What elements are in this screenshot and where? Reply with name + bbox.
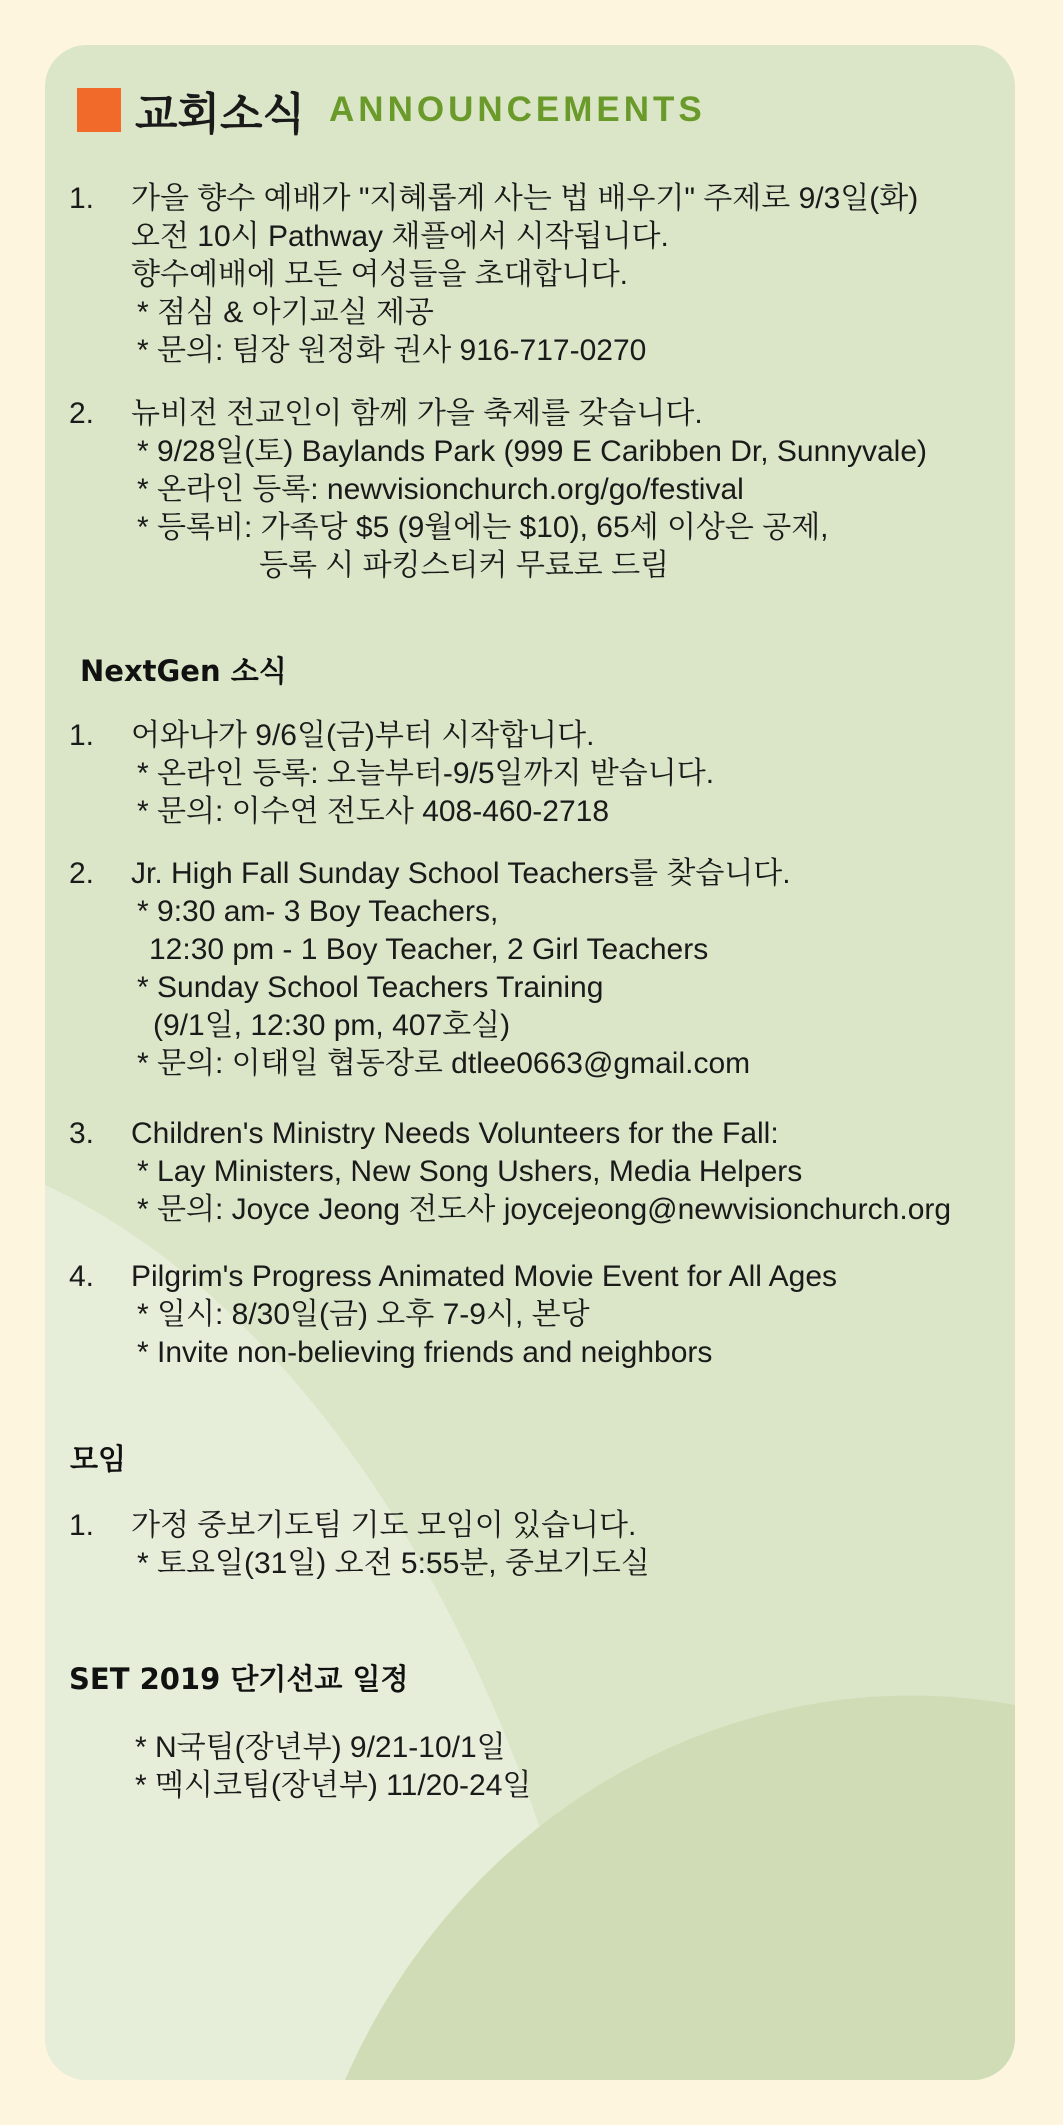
item-line: * Invite non-believing friends and neighbors — [137, 1336, 713, 1369]
item-line: * 문의: 팀장 원정화 권사 916-717-0270 — [137, 334, 647, 367]
announcement-item-2 — [69, 395, 927, 585]
item-line: 어와나가 9/6일(금)부터 시작합니다. — [131, 719, 595, 752]
item-line: * 등록비: 가족당 $5 (9월에는 $10), 65세 이상은 공제, — [137, 511, 829, 544]
item-line: * 문의: 이태일 협동장로 dtlee0663@gmail.com — [137, 1047, 751, 1080]
item-number: 1. — [69, 182, 95, 215]
item-line: * 문의: 이수연 전도사 408-460-2718 — [137, 795, 610, 828]
item-number: 2. — [69, 857, 95, 890]
header — [77, 75, 706, 145]
item-line: * 일시: 8/30일(금) 오후 7-9시, 본당 — [137, 1298, 590, 1331]
item-number: 1. — [69, 719, 95, 752]
item-line: * 토요일(31일) 오전 5:55분, 중보기도실 — [137, 1547, 650, 1580]
item-line: * Sunday School Teachers Training — [137, 971, 604, 1004]
nextgen-section-title: NextGen 소식 — [80, 654, 287, 688]
accent-square-icon — [77, 88, 121, 132]
nextgen-item-2 — [69, 855, 791, 1083]
item-line: (9/1일, 12:30 pm, 407호실) — [153, 1009, 511, 1042]
item-line: 가을 향수 예배가 "지혜롭게 사는 법 배우기" 주제로 9/3일(화) — [131, 182, 919, 215]
item-line: Pilgrim's Progress Animated Movie Event for All Ages — [131, 1260, 838, 1293]
gathering-section-title: 모임 — [70, 1442, 127, 1476]
item-line: Jr. High Fall Sunday School Teachers를 찾습니다. — [131, 857, 791, 890]
item-line: * 9/28일(토) Baylands Park (999 E Caribben Dr, Sunnyvale) — [137, 435, 928, 468]
set2019-section-title: SET 2019 단기선교 일정 — [69, 1662, 409, 1696]
item-line: 오전 10시 Pathway 채플에서 시작됩니다. — [131, 220, 669, 253]
nextgen-item-4 — [69, 1258, 837, 1372]
item-line: * 문의: Joyce Jeong 전도사 joycejeong@newvisionchurch.org — [137, 1193, 952, 1226]
announcement-item-1 — [69, 180, 918, 370]
item-line: Children's Ministry Needs Volunteers for the Fall: — [131, 1117, 779, 1150]
nextgen-item-1 — [69, 717, 714, 831]
announcement-card — [45, 45, 1015, 2080]
list-item: * N국팀(장년부) 9/21-10/1일 — [135, 1731, 506, 1764]
item-line: * 9:30 am- 3 Boy Teachers, — [137, 895, 499, 928]
item-line: 가정 중보기도팀 기도 모임이 있습니다. — [131, 1509, 637, 1542]
set2019-list — [135, 1729, 531, 1805]
item-number: 1. — [69, 1509, 95, 1542]
nextgen-item-3 — [69, 1115, 951, 1229]
list-item: * 멕시코팀(장년부) 11/20-24일 — [135, 1769, 532, 1802]
title-korean: 교회소식 — [135, 89, 306, 140]
item-line: 등록 시 파킹스티커 무료로 드림 — [259, 549, 670, 582]
item-line: * 점심 & 아기교실 제공 — [137, 296, 434, 329]
item-line: 향수예배에 모든 여성들을 초대합니다. — [131, 258, 629, 291]
gathering-item-1 — [69, 1507, 650, 1583]
item-line: * Lay Ministers, New Song Ushers, Media Helpers — [137, 1155, 803, 1188]
item-line: * 온라인 등록: newvisionchurch.org/go/festival — [137, 473, 744, 506]
item-number: 2. — [69, 397, 95, 430]
item-line: 뉴비전 전교인이 함께 가을 축제를 갖습니다. — [131, 397, 703, 430]
item-line: 12:30 pm - 1 Boy Teacher, 2 Girl Teachers — [149, 933, 709, 966]
item-line: * 온라인 등록: 오늘부터-9/5일까지 받습니다. — [137, 757, 715, 790]
item-number: 4. — [69, 1260, 95, 1293]
title-english: ANNOUNCEMENTS — [329, 90, 706, 129]
item-number: 3. — [69, 1117, 95, 1150]
